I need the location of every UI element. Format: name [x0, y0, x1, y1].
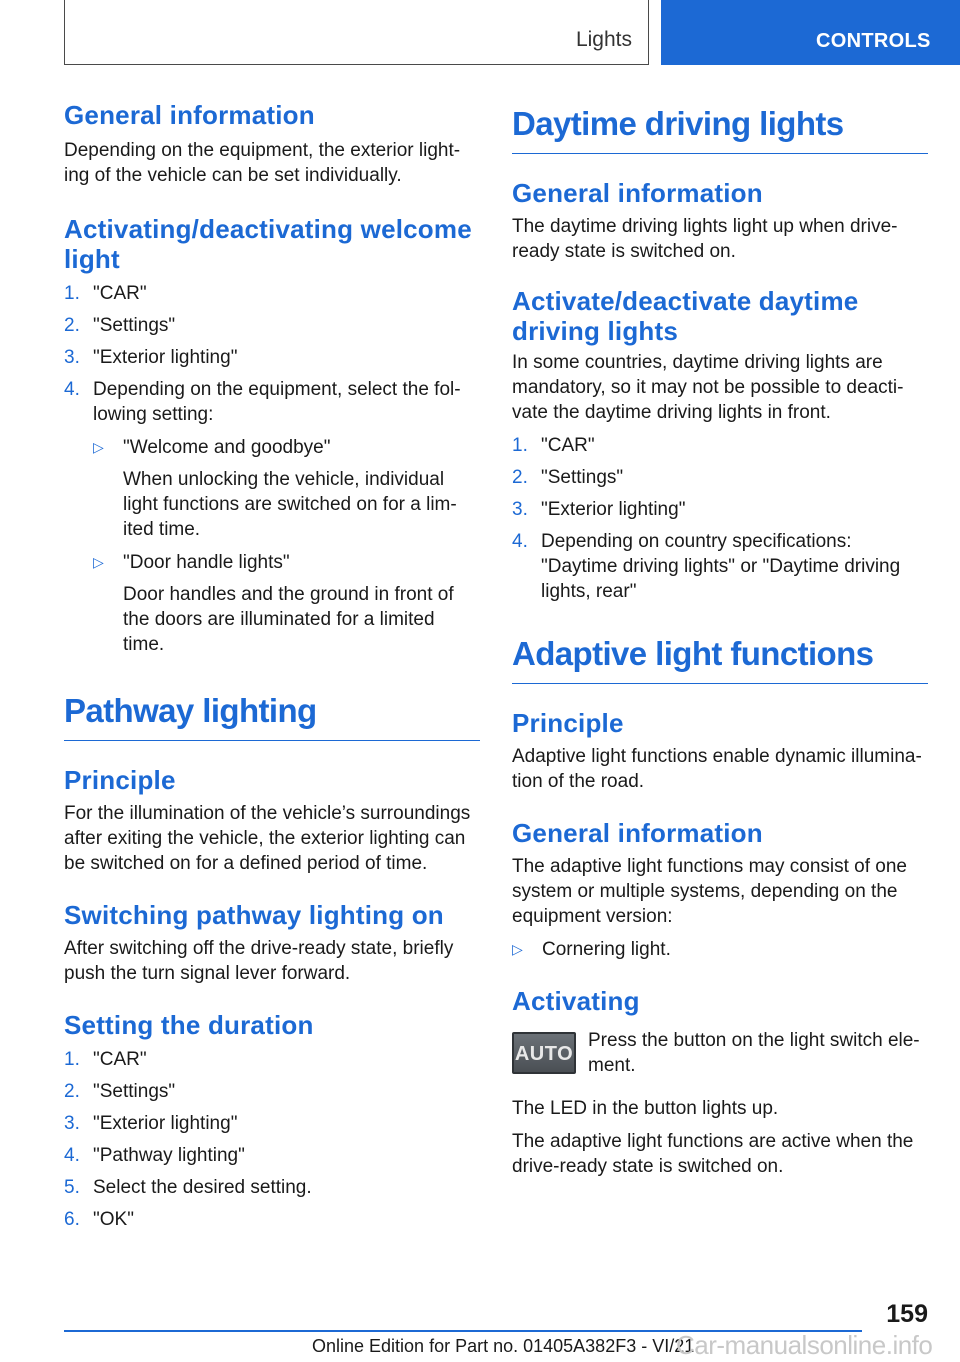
heading-switching-pathway-on: Switching pathway lighting on [64, 900, 444, 930]
list-item: 3. "Exterior lighting" [64, 1113, 238, 1134]
adaptive-general-text: The adaptive light functions may consist of one system or multiple systems, depending on the equipment version: [512, 856, 908, 927]
left-column [64, 100, 480, 1232]
header-section-title: Lights [575, 28, 632, 51]
list-item: 2. "Settings" [512, 467, 624, 488]
pathway-principle-text: For the illumination of the vehicle’s surroundings after exiting the vehicle, the exterior lighting can be switched on for a defined period of time. [64, 803, 471, 874]
daytime-general-text: The daytime driving lights light up when drive-ready state is switched on. [512, 216, 898, 262]
list-item: 1. "CAR" [64, 1049, 147, 1070]
list-item: 6. "OK" [64, 1209, 134, 1230]
triangle-bullet-icon: ▷ [93, 439, 104, 455]
list-item: 3. "Exterior lighting" [512, 499, 686, 520]
auto-button-instruction [512, 1028, 928, 1078]
triangle-bullet-icon: ▷ [512, 941, 523, 957]
heading-pathway-lighting: Pathway lighting [64, 691, 480, 741]
heading-setting-duration: Setting the duration [64, 1010, 314, 1040]
header-section-box [64, 0, 649, 65]
heading-general-information: General information [64, 100, 315, 130]
list-item: 5. Select the desired setting. [64, 1177, 312, 1198]
list-item: 3. "Exterior lighting" [64, 347, 238, 368]
footer-edition-text: Online Edition for Part no. 01405A382F3 - VI/21 [312, 1336, 695, 1356]
welcome-options [93, 435, 480, 657]
list-item: 4. "Pathway lighting" [64, 1145, 245, 1166]
led-text: The LED in the button lights up. [512, 1098, 779, 1119]
list-item: 2. "Settings" [64, 1081, 176, 1102]
watermark-text: Car-manualsonline.info [676, 1330, 933, 1360]
heading-general-information: General information [512, 178, 763, 208]
daytime-activate-text: In some countries, daytime driving lights are mandatory, so it may not be possible to deacti-vate the daytime driving lights in front. [512, 352, 904, 423]
welcome-light-steps [64, 281, 480, 657]
heading-general-information: General information [512, 818, 763, 848]
heading-adaptive-light-functions: Adaptive light functions [512, 634, 928, 684]
auto-button-text: Press the button on the light switch ele-ment. [588, 1030, 920, 1076]
heading-principle: Principle [512, 708, 624, 738]
adaptive-principle-text: Adaptive light functions enable dynamic illumina-tion of the road. [512, 746, 922, 792]
daytime-steps [512, 433, 928, 604]
general-information-text: Depending on the equipment, the exterior light-ing of the vehicle can be set individually. [64, 140, 461, 186]
duration-steps [64, 1047, 480, 1232]
adaptive-active-text: The adaptive light functions are active when the drive-ready state is switched on. [512, 1131, 914, 1177]
heading-activate-daytime: Activate/deactivate daytime driving lights [512, 286, 859, 346]
triangle-bullet-icon: ▷ [93, 554, 104, 570]
heading-daytime-driving-lights: Daytime driving lights [512, 104, 928, 154]
list-item: ▷ "Door handle lights" Door handles and the ground in front of the doors are illuminated for a limited time. [93, 552, 454, 655]
heading-welcome-light: Activating/deactivating welcome light [64, 214, 472, 274]
header-chapter-tab [661, 0, 960, 65]
right-column [512, 100, 928, 1179]
header-chapter-label: CONTROLS [816, 30, 931, 52]
heading-principle: Principle [64, 765, 176, 795]
page-number: 159 [886, 1300, 928, 1328]
pathway-on-text: After switching off the drive-ready state, briefly push the turn signal lever forward. [64, 938, 454, 984]
list-item: ▷ Cornering light. [512, 939, 671, 960]
list-item: 2. "Settings" [64, 315, 176, 336]
list-item: 4. Depending on country specifications: "Daytime driving lights" or "Daytime driving lights, rear" [512, 531, 901, 602]
list-item: 1. "CAR" [512, 435, 595, 456]
adaptive-systems-list [512, 937, 928, 962]
auto-button-icon: AUTO [512, 1032, 576, 1074]
heading-activating: Activating [512, 986, 640, 1016]
list-item: 4. Depending on the equipment, select the fol-lowing setting: ▷ "Welcome and goodbye" When unlocking the vehicle, individual light functions are switched on for a lim-ited time. ▷ "Door handle lights" Door handles and the ground in front of the doors are illuminated for a limited time. [64, 377, 480, 657]
list-item: ▷ "Welcome and goodbye" When unlocking the vehicle, individual light functions are switched on for a lim-ited time. [93, 437, 457, 540]
list-item: 1. "CAR" [64, 283, 147, 304]
